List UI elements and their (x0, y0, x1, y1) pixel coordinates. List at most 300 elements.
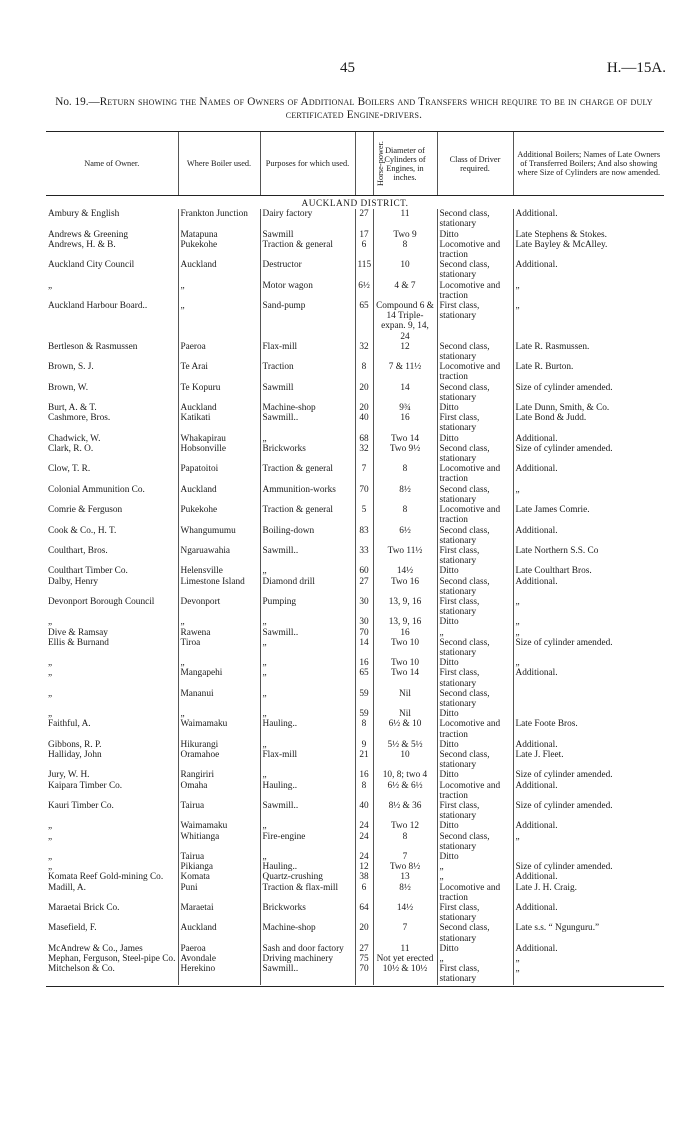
diameter-cell: 12 (373, 342, 437, 362)
additional-cell: Size of cylinder amended. (513, 770, 664, 780)
where-cell: Mananui (178, 689, 260, 709)
additional-cell: Additional. (513, 260, 664, 280)
owner-cell: Ellis & Burnand (48, 637, 109, 648)
driver-class-cell: Ditto (437, 658, 513, 668)
owner-cell: Coulthart Timber Co. (48, 566, 128, 577)
diameter-cell: 8 (373, 505, 437, 525)
additional-cell: Additional. (513, 526, 664, 546)
where-cell: Auckland (178, 403, 260, 413)
owner-cell: Ambury & English (48, 209, 120, 220)
where-cell: „ (178, 658, 260, 668)
table-row (46, 209, 664, 229)
driver-class-cell: Ditto (437, 617, 513, 627)
where-cell: „ (178, 301, 260, 342)
additional-cell: „ (513, 617, 664, 627)
where-cell: Oramahoe (178, 750, 260, 770)
horse-power-cell: 24 (355, 852, 373, 862)
table-row (46, 638, 664, 658)
horse-power-cell: 12 (355, 862, 373, 872)
table-row (46, 668, 664, 688)
document-reference: H.—15A. (606, 60, 666, 76)
diameter-cell: 14½ (373, 903, 437, 923)
table-row (46, 903, 664, 923)
owner-cell: Cook & Co., H. T. (48, 525, 117, 536)
owner-cell: Clark, R. O. (48, 443, 94, 454)
table-row (46, 944, 664, 954)
driver-class-cell: Second class, stationary (437, 260, 513, 280)
table-title (46, 96, 662, 122)
diameter-cell: Not yet erected (373, 954, 437, 964)
additional-cell: „ (513, 658, 664, 668)
purpose-cell: Traction & general (260, 505, 355, 525)
owner-cell: McAndrew & Co., James (48, 943, 143, 954)
horse-power-cell: 60 (355, 566, 373, 576)
horse-power-cell: 21 (355, 750, 373, 770)
horse-power-cell: 7 (355, 464, 373, 484)
additional-cell: Additional. (513, 740, 664, 750)
purpose-cell: Sawmill (260, 230, 355, 240)
additional-cell: Size of cylinder amended. (513, 383, 664, 403)
where-cell: Devonport (178, 597, 260, 617)
purpose-cell: „ (260, 709, 355, 719)
diameter-cell: Two 8½ (373, 862, 437, 872)
title-prefix: No. 19.— (55, 96, 100, 108)
additional-cell: Late R. Rasmussen. (513, 342, 664, 362)
owner-cell: Coulthart, Bros. (48, 545, 108, 556)
additional-cell: Additional. (513, 668, 664, 688)
purpose-cell: Sawmill.. (260, 801, 355, 821)
owner-cell: Faithful, A. (48, 719, 91, 730)
table-row (46, 434, 664, 444)
driver-class-cell: First class, stationary (437, 546, 513, 566)
diameter-cell: 11 (373, 209, 437, 229)
driver-class-cell: Second class, stationary (437, 209, 513, 229)
diameter-cell: 7 & 11½ (373, 362, 437, 382)
header-driver-class: Class of Driver required. (437, 132, 513, 196)
diameter-cell: 7 (373, 923, 437, 943)
additional-cell: Late Foote Bros. (513, 719, 664, 739)
purpose-cell: Flax-mill (260, 342, 355, 362)
horse-power-cell: 65 (355, 301, 373, 342)
additional-cell (513, 709, 664, 719)
diameter-cell: 14½ (373, 566, 437, 576)
purpose-cell: Fire-engine (260, 832, 355, 852)
table-row (46, 260, 664, 280)
table-row (46, 464, 664, 484)
driver-class-cell: First class, stationary (437, 597, 513, 617)
table-row (46, 546, 664, 566)
owner-cell: Madill, A. (48, 882, 86, 893)
diameter-cell: 6½ (373, 526, 437, 546)
purpose-cell: Sawmill.. (260, 964, 355, 984)
table-row (46, 832, 664, 852)
diameter-cell: 6½ & 10 (373, 719, 437, 739)
additional-cell: Additional. (513, 577, 664, 597)
driver-class-cell: Second class, stationary (437, 485, 513, 505)
horse-power-cell: 20 (355, 383, 373, 403)
driver-class-cell: First class, stationary (437, 668, 513, 688)
horse-power-cell: 70 (355, 628, 373, 638)
purpose-cell: Ammunition-works (260, 485, 355, 505)
owner-cell: Devonport Borough Council (48, 596, 155, 607)
purpose-cell: „ (260, 852, 355, 862)
horse-power-cell: 83 (355, 526, 373, 546)
diameter-cell: 7 (373, 852, 437, 862)
purpose-cell: Motor wagon (260, 281, 355, 301)
driver-class-cell: Ditto (437, 434, 513, 444)
driver-class-cell: First class, stationary (437, 801, 513, 821)
purpose-cell: „ (260, 617, 355, 627)
diameter-cell: 11 (373, 944, 437, 954)
diameter-cell: 6½ & 6½ (373, 781, 437, 801)
additional-cell: „ (513, 485, 664, 505)
diameter-cell: 5½ & 5½ (373, 740, 437, 750)
horse-power-cell: 59 (355, 709, 373, 719)
owner-cell: Andrews, H. & B. (48, 239, 116, 250)
driver-class-cell: Second class, stationary (437, 444, 513, 464)
diameter-cell: 10, 8; two 4 (373, 770, 437, 780)
additional-cell: Additional. (513, 209, 664, 229)
where-cell: Maraetai (178, 903, 260, 923)
additional-cell: „ (513, 597, 664, 617)
purpose-cell: Dairy factory (260, 209, 355, 229)
where-cell: Paeroa (178, 342, 260, 362)
owner-cell: Dalby, Henry (48, 576, 98, 587)
owner-cell: „ (48, 852, 53, 862)
purpose-cell: Sawmill.. (260, 546, 355, 566)
additional-cell: Additional. (513, 903, 664, 923)
horse-power-cell: 30 (355, 597, 373, 617)
owner-cell: Chadwick, W. (48, 433, 101, 444)
purpose-cell: „ (260, 668, 355, 688)
diameter-cell: Two 10 (373, 638, 437, 658)
driver-class-cell: Locomotive and traction (437, 883, 513, 903)
district-row (46, 196, 664, 210)
additional-cell: „ (513, 832, 664, 852)
owner-cell: Auckland City Council (48, 260, 135, 271)
horse-power-cell: 9 (355, 740, 373, 750)
owner-cell: Gibbons, R. P. (48, 739, 102, 750)
driver-class-cell: Ditto (437, 403, 513, 413)
where-cell: Pikianga (178, 862, 260, 872)
where-cell: Pukekohe (178, 240, 260, 260)
purpose-cell: „ (260, 658, 355, 668)
table-row (46, 852, 664, 862)
horse-power-cell: 70 (355, 964, 373, 984)
table-bottom-rule (46, 986, 664, 987)
horse-power-cell: 14 (355, 638, 373, 658)
purpose-cell: Diamond drill (260, 577, 355, 597)
purpose-cell: Traction & general (260, 464, 355, 484)
where-cell: Ngaruawahia (178, 546, 260, 566)
where-cell: Avondale (178, 954, 260, 964)
horse-power-cell: 6 (355, 883, 373, 903)
driver-class-cell: Ditto (437, 709, 513, 719)
owner-cell: Brown, W. (48, 382, 89, 393)
title-text: Return showing the Names of Owners of Additional Boilers and Transfers which require to be in charge of duly certificated Engine-drivers. (99, 96, 653, 121)
purpose-cell: Sawmill.. (260, 628, 355, 638)
driver-class-cell: First class, stationary (437, 903, 513, 923)
diameter-cell: 10 (373, 260, 437, 280)
additional-cell: „ (513, 954, 664, 964)
diameter-cell: Nil (373, 709, 437, 719)
where-cell: Te Kopuru (178, 383, 260, 403)
owner-cell: Kauri Timber Co. (48, 800, 114, 811)
driver-class-cell: Ditto (437, 770, 513, 780)
owner-cell: Maraetai Brick Co. (48, 903, 120, 914)
where-cell: Tiroa (178, 638, 260, 658)
driver-class-cell: „ (437, 872, 513, 882)
additional-cell: Additional. (513, 872, 664, 882)
where-cell: Komata (178, 872, 260, 882)
page-number: 45 (340, 60, 355, 76)
horse-power-cell: 8 (355, 781, 373, 801)
horse-power-cell: 70 (355, 485, 373, 505)
horse-power-cell: 16 (355, 770, 373, 780)
where-cell: Auckland (178, 485, 260, 505)
horse-power-cell: 24 (355, 821, 373, 831)
driver-class-cell: Ditto (437, 821, 513, 831)
where-cell: Omaha (178, 781, 260, 801)
where-cell: Paeroa (178, 944, 260, 954)
district-heading: AUCKLAND DISTRICT. (301, 199, 409, 209)
table-row (46, 862, 664, 872)
purpose-cell: Traction & flax-mill (260, 883, 355, 903)
diameter-cell: Two 16 (373, 577, 437, 597)
diameter-cell: Two 12 (373, 821, 437, 831)
table-row (46, 964, 664, 984)
additional-cell: Late Coulthart Bros. (513, 566, 664, 576)
owner-cell: Masefield, F. (48, 923, 97, 934)
horse-power-cell: 32 (355, 444, 373, 464)
table-row (46, 342, 664, 362)
diameter-cell: Nil (373, 689, 437, 709)
table-row (46, 362, 664, 382)
additional-cell: Late Stephens & Stokes. (513, 230, 664, 240)
where-cell: Tairua (178, 801, 260, 821)
boiler-return-table (46, 131, 664, 985)
additional-cell: Additional. (513, 434, 664, 444)
driver-class-cell: Ditto (437, 944, 513, 954)
purpose-cell: Boiling-down (260, 526, 355, 546)
diameter-cell: 8 (373, 464, 437, 484)
table-row (46, 689, 664, 709)
table-row (46, 403, 664, 413)
additional-cell: Size of cylinder amended. (513, 801, 664, 821)
horse-power-cell: 115 (355, 260, 373, 280)
where-cell: Limestone Island (178, 577, 260, 597)
driver-class-cell: Second class, stationary (437, 577, 513, 597)
owner-cell: Auckland Harbour Board.. (48, 301, 148, 312)
additional-cell: „ (513, 964, 664, 984)
driver-class-cell: Locomotive and traction (437, 281, 513, 301)
owner-cell: Burt, A. & T. (48, 403, 97, 414)
horse-power-cell: 6½ (355, 281, 373, 301)
where-cell: Waimamaku (178, 719, 260, 739)
header-where: Where Boiler used. (178, 132, 260, 196)
diameter-cell: 8½ (373, 485, 437, 505)
horse-power-cell: 65 (355, 668, 373, 688)
purpose-cell: „ (260, 638, 355, 658)
table-row (46, 821, 664, 831)
table-row (46, 709, 664, 719)
where-cell: Frankton Junction (178, 209, 260, 229)
header-diameter: Diameter of Cylinders of Engines, in inches. (373, 132, 437, 196)
table-row (46, 719, 664, 739)
purpose-cell: Pumping (260, 597, 355, 617)
driver-class-cell: First class, stationary (437, 301, 513, 342)
where-cell: Te Arai (178, 362, 260, 382)
purpose-cell: Machine-shop (260, 403, 355, 413)
purpose-cell: „ (260, 434, 355, 444)
driver-class-cell: Second class, stationary (437, 832, 513, 852)
additional-cell: „ (513, 281, 664, 301)
where-cell: Pukekohe (178, 505, 260, 525)
owner-cell: Mephan, Ferguson, Steel-pipe Co. (48, 954, 176, 965)
table-row (46, 526, 664, 546)
driver-class-cell: Locomotive and traction (437, 505, 513, 525)
horse-power-cell: 27 (355, 577, 373, 597)
purpose-cell: Sawmill (260, 383, 355, 403)
header-horse-power: Horse-power. (355, 132, 373, 196)
horse-power-cell: 75 (355, 954, 373, 964)
diameter-cell: 8 (373, 240, 437, 260)
where-cell: Tairua (178, 852, 260, 862)
owner-cell: „ (48, 668, 53, 679)
where-cell: Hikurangi (178, 740, 260, 750)
additional-cell: Additional. (513, 464, 664, 484)
owner-cell: Dive & Ramsay (48, 627, 108, 638)
owner-cell: Komata Reef Gold-mining Co. (48, 872, 164, 883)
horse-power-cell: 27 (355, 944, 373, 954)
header-additional: Additional Boilers; Names of Late Owners of Transferred Boilers; And also showing where Size of Cylinders are now amended. (513, 132, 664, 196)
owner-cell: „ (48, 821, 53, 832)
table-row (46, 658, 664, 668)
horse-power-cell: 8 (355, 362, 373, 382)
where-cell: Katikati (178, 413, 260, 433)
purpose-cell: Sawmill.. (260, 413, 355, 433)
diameter-cell: Two 9½ (373, 444, 437, 464)
owner-cell: Kaipara Timber Co. (48, 780, 123, 791)
purpose-cell: „ (260, 821, 355, 831)
horse-power-cell: 8 (355, 719, 373, 739)
owner-cell: „ (48, 709, 53, 720)
additional-cell: Late Dunn, Smith, & Co. (513, 403, 664, 413)
diameter-cell: Two 9 (373, 230, 437, 240)
driver-class-cell: Ditto (437, 230, 513, 240)
purpose-cell: Hauling.. (260, 862, 355, 872)
where-cell: Herekino (178, 964, 260, 984)
diameter-cell: Two 10 (373, 658, 437, 668)
purpose-cell: Sand-pump (260, 301, 355, 342)
where-cell: Waimamaku (178, 821, 260, 831)
table-row (46, 750, 664, 770)
table-row (46, 801, 664, 821)
diameter-cell: 16 (373, 413, 437, 433)
horse-power-cell: 27 (355, 209, 373, 229)
table-row (46, 413, 664, 433)
driver-class-cell: Second class, stationary (437, 638, 513, 658)
driver-class-cell: „ (437, 862, 513, 872)
driver-class-cell: Second class, stationary (437, 689, 513, 709)
owner-cell: „ (48, 688, 53, 699)
additional-cell: „ (513, 301, 664, 342)
driver-class-cell: Locomotive and traction (437, 464, 513, 484)
where-cell: Rawena (178, 628, 260, 638)
additional-cell (513, 852, 664, 862)
horse-power-cell: 20 (355, 923, 373, 943)
horse-power-cell: 59 (355, 689, 373, 709)
additional-cell: Late Bond & Judd. (513, 413, 664, 433)
owner-cell: Comrie & Ferguson (48, 505, 123, 516)
table-row (46, 923, 664, 943)
owner-cell: Brown, S. J. (48, 362, 94, 373)
additional-cell: Additional. (513, 944, 664, 954)
additional-cell: Late J. H. Craig. (513, 883, 664, 903)
driver-class-cell: Second class, stationary (437, 923, 513, 943)
diameter-cell: 13, 9, 16 (373, 597, 437, 617)
table-row (46, 577, 664, 597)
table-row (46, 628, 664, 638)
table-row (46, 597, 664, 617)
driver-class-cell: Second class, stationary (437, 750, 513, 770)
where-cell: Whakapirau (178, 434, 260, 444)
driver-class-cell: Second class, stationary (437, 526, 513, 546)
diameter-cell: 8½ (373, 883, 437, 903)
table-row (46, 240, 664, 260)
additional-cell: Size of cylinder amended. (513, 862, 664, 872)
where-cell: Hobsonville (178, 444, 260, 464)
purpose-cell: Traction & general (260, 240, 355, 260)
driver-class-cell: Ditto (437, 852, 513, 862)
owner-cell: „ (48, 862, 53, 873)
horse-power-cell: 38 (355, 872, 373, 882)
purpose-cell: Brickworks (260, 444, 355, 464)
driver-class-cell: „ (437, 628, 513, 638)
where-cell: Papatoitoi (178, 464, 260, 484)
owner-cell: Halliday, John (48, 749, 102, 760)
owner-cell: Cashmore, Bros. (48, 413, 111, 424)
additional-cell: Late James Comrie. (513, 505, 664, 525)
table-row (46, 485, 664, 505)
additional-cell: Additional. (513, 821, 664, 831)
driver-class-cell: First class, stationary (437, 413, 513, 433)
driver-class-cell: Ditto (437, 566, 513, 576)
purpose-cell: Sash and door factory (260, 944, 355, 954)
where-cell: „ (178, 709, 260, 719)
additional-cell: Size of cylinder amended. (513, 638, 664, 658)
horse-power-cell: 24 (355, 832, 373, 852)
table-row (46, 872, 664, 882)
owner-cell: Jury, W. H. (48, 770, 90, 781)
diameter-cell: 14 (373, 383, 437, 403)
where-cell: Puni (178, 883, 260, 903)
table-row (46, 505, 664, 525)
table-row (46, 566, 664, 576)
owner-cell: „ (48, 617, 53, 628)
purpose-cell: Destructor (260, 260, 355, 280)
diameter-cell: Two 14 (373, 668, 437, 688)
diameter-cell: 4 & 7 (373, 281, 437, 301)
owner-cell: Bertleson & Rasmussen (48, 341, 138, 352)
additional-cell: Late R. Burton. (513, 362, 664, 382)
where-cell: Matapuna (178, 230, 260, 240)
purpose-cell: „ (260, 689, 355, 709)
purpose-cell: Quartz-crushing (260, 872, 355, 882)
purpose-cell: Machine-shop (260, 923, 355, 943)
page-header (0, 60, 700, 82)
horse-power-cell: 64 (355, 903, 373, 923)
